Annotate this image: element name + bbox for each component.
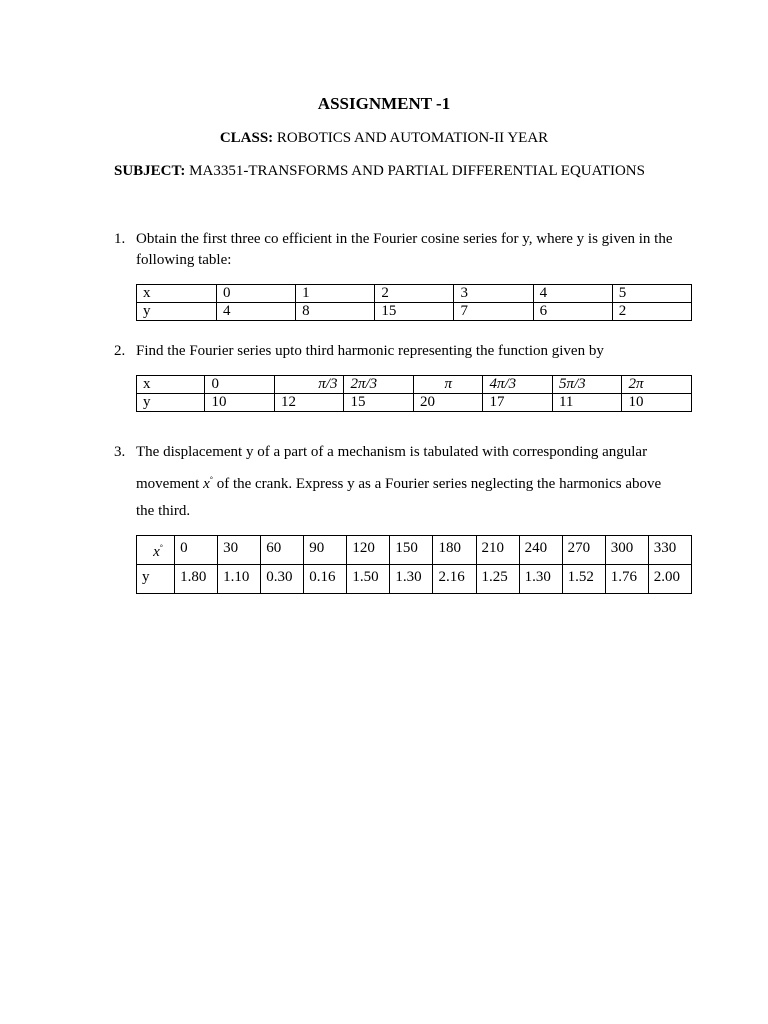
table-cell: 5 [612, 285, 691, 303]
degree-symbol: ° [209, 475, 213, 484]
table-cell: 1.50 [347, 565, 390, 594]
table-cell: 4 [217, 303, 296, 321]
table-row [137, 376, 692, 394]
table-cell: 180 [433, 536, 476, 565]
table-cell: 4π/3 [483, 376, 553, 394]
table-cell: 300 [605, 536, 648, 565]
table-cell: 150 [390, 536, 433, 565]
table-cell: 0.30 [261, 565, 304, 594]
table-cell: 2 [375, 285, 454, 303]
variable-x: x [203, 476, 210, 492]
question-1 [114, 229, 684, 271]
question-text-line [136, 466, 684, 498]
question-text-line: The displacement y of a part of a mechanism is tabulated with corresponding angular [136, 444, 648, 460]
page-title: ASSIGNMENT -1 [317, 94, 451, 113]
class-label: CLASS: [219, 130, 274, 146]
subject-line [114, 163, 645, 180]
row-header [137, 536, 175, 565]
row-header: y [137, 303, 217, 321]
table-cell: 2.16 [433, 565, 476, 594]
table-cell: 30 [218, 536, 261, 565]
table-cell: 15 [375, 303, 454, 321]
table-row [137, 394, 692, 412]
question-text: Obtain the first three co efficient in the Fourier cosine series for y, where y is given in the following table: [136, 231, 673, 268]
table-cell: 15 [344, 394, 414, 412]
table-cell: 1.76 [605, 565, 648, 594]
table-cell: 0 [217, 285, 296, 303]
question-2 [114, 341, 684, 362]
question-text-line: the third. [136, 503, 191, 519]
table-cell: 330 [648, 536, 691, 565]
table-cell: 1.30 [519, 565, 562, 594]
table-cell: 5π/3 [552, 376, 622, 394]
question-number: 3. [114, 444, 126, 460]
subject-value: MA3351-TRANSFORMS AND PARTIAL DIFFERENTIAL EQUATIONS [185, 163, 645, 179]
table-cell: 10 [205, 394, 275, 412]
table-cell: 1.52 [562, 565, 605, 594]
table-cell: 2.00 [648, 565, 691, 594]
variable-x: x [153, 544, 160, 560]
table-cell: 240 [519, 536, 562, 565]
table-cell: 20 [413, 394, 483, 412]
table-cell: 8 [296, 303, 375, 321]
table-cell: 10 [622, 394, 692, 412]
question-text: Find the Fourier series upto third harmonic representing the function given by [136, 343, 604, 359]
question-number: 2. [114, 343, 126, 359]
table-cell: 1.80 [175, 565, 218, 594]
table-cell: 60 [261, 536, 304, 565]
table-cell: 3 [454, 285, 533, 303]
table-cell: 1.10 [218, 565, 261, 594]
table-cell: 4 [533, 285, 612, 303]
question-number: 1. [114, 231, 126, 247]
table-cell: 0.16 [304, 565, 347, 594]
row-header: y [137, 394, 205, 412]
table-cell: 270 [562, 536, 605, 565]
table-row [137, 536, 692, 565]
table-cell: 0 [175, 536, 218, 565]
text-fragment: movement [136, 476, 204, 492]
table-cell: 120 [347, 536, 390, 565]
table-cell: π [413, 376, 483, 394]
table-cell: 210 [476, 536, 519, 565]
table-cell: π/3 [274, 376, 344, 394]
table-cell: 1.25 [476, 565, 519, 594]
table-cell: 90 [304, 536, 347, 565]
degree-symbol: ° [159, 543, 163, 552]
question-3 [114, 439, 684, 525]
row-header: y [137, 565, 175, 594]
table-cell: 1.30 [390, 565, 433, 594]
question-text [136, 439, 684, 525]
text-fragment: of the crank. Express y as a Fourier series neglecting the harmonics above [212, 476, 662, 492]
table-q1 [136, 284, 692, 321]
table-cell: 1 [296, 285, 375, 303]
table-cell: 2 [612, 303, 691, 321]
table-cell: 2π/3 [344, 376, 414, 394]
table-cell: 7 [454, 303, 533, 321]
table-q3 [136, 535, 692, 594]
table-cell: 0 [205, 376, 275, 394]
table-row [137, 565, 692, 594]
table-cell: 11 [552, 394, 622, 412]
table-cell: 17 [483, 394, 553, 412]
subject-label: SUBJECT: [114, 163, 186, 179]
table-row [137, 285, 692, 303]
table-cell: 6 [533, 303, 612, 321]
table-q2 [136, 375, 692, 412]
table-cell: 12 [274, 394, 344, 412]
row-header: x [137, 285, 217, 303]
class-line [0, 130, 768, 147]
table-row [137, 303, 692, 321]
table-cell: 2π [622, 376, 692, 394]
row-header: x [137, 376, 205, 394]
class-value: ROBOTICS AND AUTOMATION-II YEAR [273, 130, 549, 146]
